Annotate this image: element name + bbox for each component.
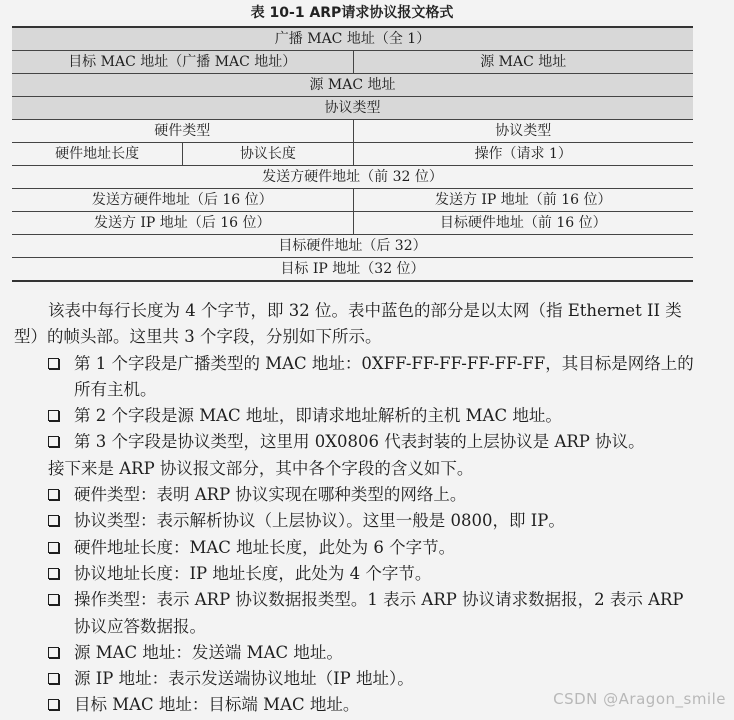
list-item-text: 硬件类型：表明 ARP 协议实现在哪种类型的网络上。	[74, 485, 467, 505]
list-item-text: 第 1 个字段是广播类型的 MAC 地址：0XFF-FF-FF-FF-FF-FF，其目标是网络上的所有主机。	[74, 353, 694, 399]
table-cell: 发送方 IP 地址（前 16 位）	[353, 189, 694, 211]
list-item-text: 操作类型：表示 ARP 协议数据报类型。1 表示 ARP 协议请求数据报，2 表示 ARP 协议应答数据报。	[74, 590, 684, 636]
checkbox-bullet-icon	[48, 542, 59, 553]
table-row	[12, 28, 693, 51]
list-item	[14, 508, 704, 534]
table-row	[12, 258, 693, 280]
list-item-text: 目标 MAC 地址：目标端 MAC 地址。	[74, 695, 360, 715]
table-row	[12, 120, 693, 143]
table-cell: 发送方硬件地址（前 32 位）	[262, 169, 443, 185]
header-field-list	[14, 351, 704, 456]
checkbox-bullet-icon	[48, 647, 59, 658]
table-cell: 协议长度	[182, 143, 352, 165]
list-item	[14, 666, 704, 692]
table-cell: 源 MAC 地址	[353, 51, 694, 73]
table-row	[12, 166, 693, 189]
checkbox-bullet-icon	[48, 489, 59, 500]
list-item	[14, 403, 704, 429]
watermark: CSDN @Aragon_smile	[553, 690, 726, 708]
table-cell: 协议类型	[324, 100, 381, 116]
table-row	[12, 189, 693, 212]
checkbox-bullet-icon	[48, 568, 59, 579]
table-cell: 发送方 IP 地址（后 16 位）	[93, 215, 271, 231]
body-text	[14, 298, 704, 719]
table-cell: 协议类型	[353, 120, 694, 142]
table-cell: 目标 IP 地址（32 位）	[280, 261, 425, 277]
list-item-text: 第 3 个字段是协议类型，这里用 0X0806 代表封装的上层协议是 ARP 协议。	[74, 432, 645, 452]
list-item	[14, 482, 704, 508]
table-row	[12, 74, 693, 97]
list-item	[14, 561, 704, 587]
list-item-text: 第 2 个字段是源 MAC 地址，即请求地址解析的主机 MAC 地址。	[74, 406, 562, 426]
table-cell: 广播 MAC 地址（全 1）	[274, 31, 431, 47]
checkbox-bullet-icon	[48, 358, 59, 369]
transition-paragraph: 接下来是 ARP 协议报文部分，其中各个字段的含义如下。	[48, 458, 474, 478]
table-cell: 硬件地址长度	[55, 146, 140, 162]
checkbox-bullet-icon	[48, 410, 59, 421]
list-item-text: 协议类型：表示解析协议（上层协议）。这里一般是 0800，即 IP。	[74, 511, 565, 531]
arp-format-table	[12, 26, 693, 282]
list-item	[14, 351, 704, 404]
table-row	[12, 97, 693, 120]
table-caption: 表 10-1 ARP请求协议报文格式	[250, 5, 454, 21]
table-cell: 目标 MAC 地址（广播 MAC 地址）	[68, 54, 297, 70]
table-cell: 目标硬件地址（前 16 位）	[353, 212, 694, 234]
list-item-text: 硬件地址长度：MAC 地址长度，此处为 6 个字节。	[74, 537, 456, 557]
table-cell: 操作（请求 1）	[353, 143, 694, 165]
list-item-text: 源 MAC 地址：发送端 MAC 地址。	[74, 642, 343, 662]
checkbox-bullet-icon	[48, 515, 59, 526]
checkbox-bullet-icon	[48, 436, 59, 447]
checkbox-bullet-icon	[48, 594, 59, 605]
table-row	[12, 143, 693, 166]
intro-paragraph: 该表中每行长度为 4 个字节，即 32 位。表中蓝色的部分是以太网（指 Ethernet II 类型）的帧头部。这里共 3 个字段，分别如下所示。	[14, 301, 682, 347]
list-item-text: 源 IP 地址：表示发送端协议地址（IP 地址）。	[74, 669, 414, 689]
list-item	[14, 535, 704, 561]
table-cell: 目标硬件地址（后 32）	[278, 238, 427, 254]
table-cell: 发送方硬件地址（后 16 位）	[91, 192, 273, 208]
checkbox-bullet-icon	[48, 673, 59, 684]
arp-field-list	[14, 482, 704, 719]
list-item	[14, 640, 704, 666]
list-item	[14, 429, 704, 455]
table-row	[12, 235, 693, 258]
list-item-text: 协议地址长度：IP 地址长度，此处为 4 个字节。	[74, 563, 432, 583]
list-item	[14, 587, 704, 640]
table-row	[12, 51, 693, 74]
table-cell: 源 MAC 地址	[309, 77, 396, 93]
table-cell: 硬件类型	[154, 123, 211, 139]
checkbox-bullet-icon	[48, 699, 59, 710]
table-row	[12, 212, 693, 235]
